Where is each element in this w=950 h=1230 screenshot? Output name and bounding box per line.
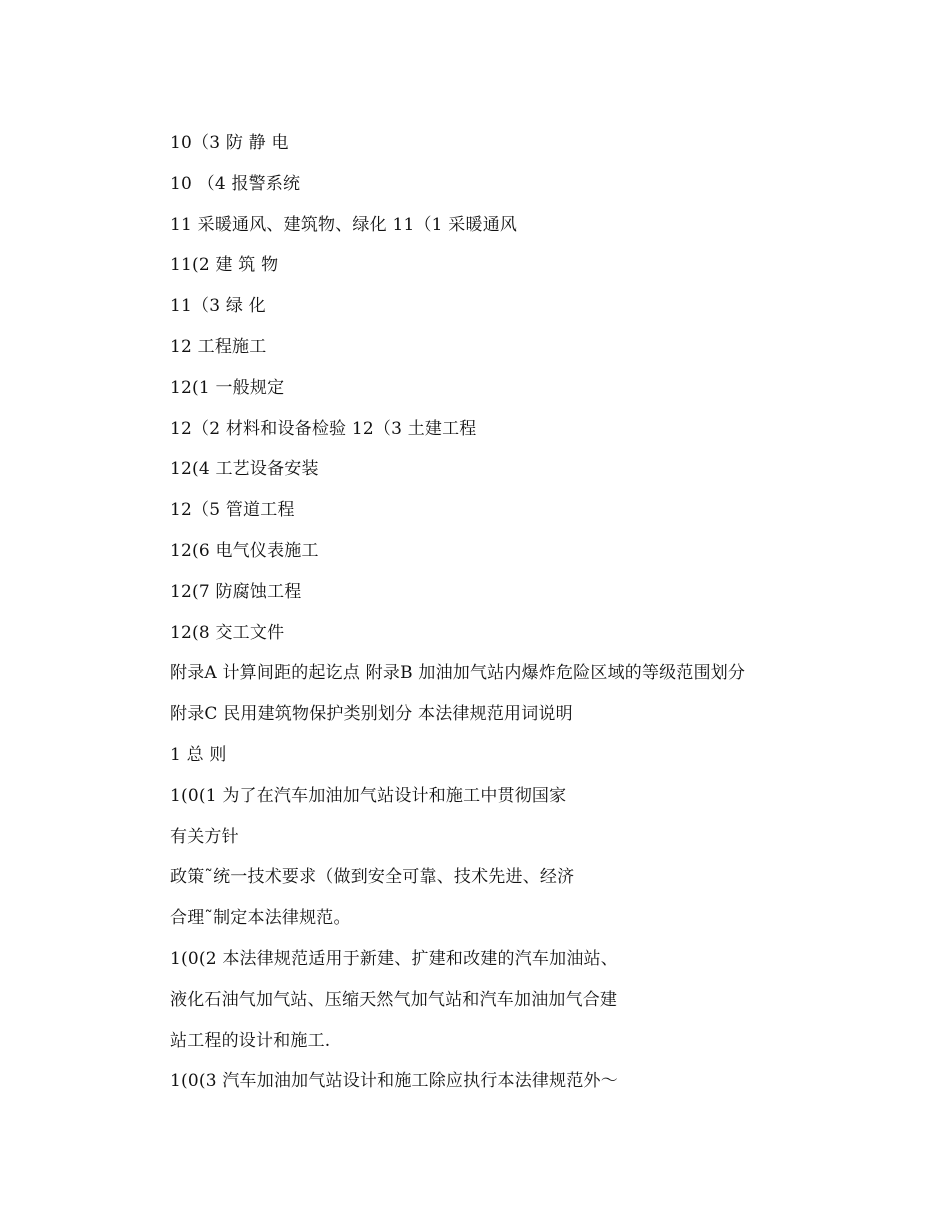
text-line: 有关方针 — [170, 826, 239, 847]
text-line: 12 工程施工 — [170, 336, 267, 357]
text-line: 1(0(1 为了在汽车加油加气站设计和施工中贯彻国家 — [170, 785, 567, 806]
text-line: 12(4 工艺设备安装 — [170, 459, 319, 480]
text-line: 液化石油气加气站、压缩天然气加气站和汽车加油加气合建 — [170, 989, 618, 1010]
text-line: 10（3 防 静 电 — [170, 133, 289, 153]
text-line: 12(1 一般规定 — [170, 377, 285, 398]
text-line: 11 采暖通风、建筑物、绿化 11（1 采暖通风 — [170, 214, 518, 235]
text-line: 11（3 绿 化 — [170, 296, 266, 317]
text-line: 12（2 材料和设备检验 12（3 土建工程 — [170, 418, 477, 439]
text-line: 附录A 计算间距的起讫点 附录B 加油加气站内爆炸危险区域的等级范围划分 — [170, 663, 746, 684]
text-line: 12（5 管道工程 — [170, 500, 295, 521]
section-heading: 1 总 则 — [170, 744, 227, 765]
text-line: 12(8 交工文件 — [170, 622, 285, 643]
text-line: 1(0(3 汽车加油加气站设计和施工除应执行本法律规范外～ — [170, 1071, 618, 1092]
text-line: 11(2 建 筑 物 — [170, 255, 279, 276]
text-line: 1(0(2 本法律规范适用于新建、扩建和改建的汽车加油站、 — [170, 948, 618, 969]
text-line: 附录C 民用建筑物保护类别划分 本法律规范用词说明 — [170, 704, 573, 725]
text-line: 12(7 防腐蚀工程 — [170, 581, 302, 602]
text-line: 10 （4 报警系统 — [170, 173, 301, 194]
text-line: 合理˜制定本法律规范。 — [170, 908, 351, 929]
text-line: 12(6 电气仪表施工 — [170, 540, 319, 561]
text-line: 站工程的设计和施工. — [170, 1030, 331, 1051]
text-line: 政策˜统一技术要求（做到安全可靠、技术先进、经济 — [170, 867, 575, 888]
document-text-lines — [170, 131, 930, 1110]
